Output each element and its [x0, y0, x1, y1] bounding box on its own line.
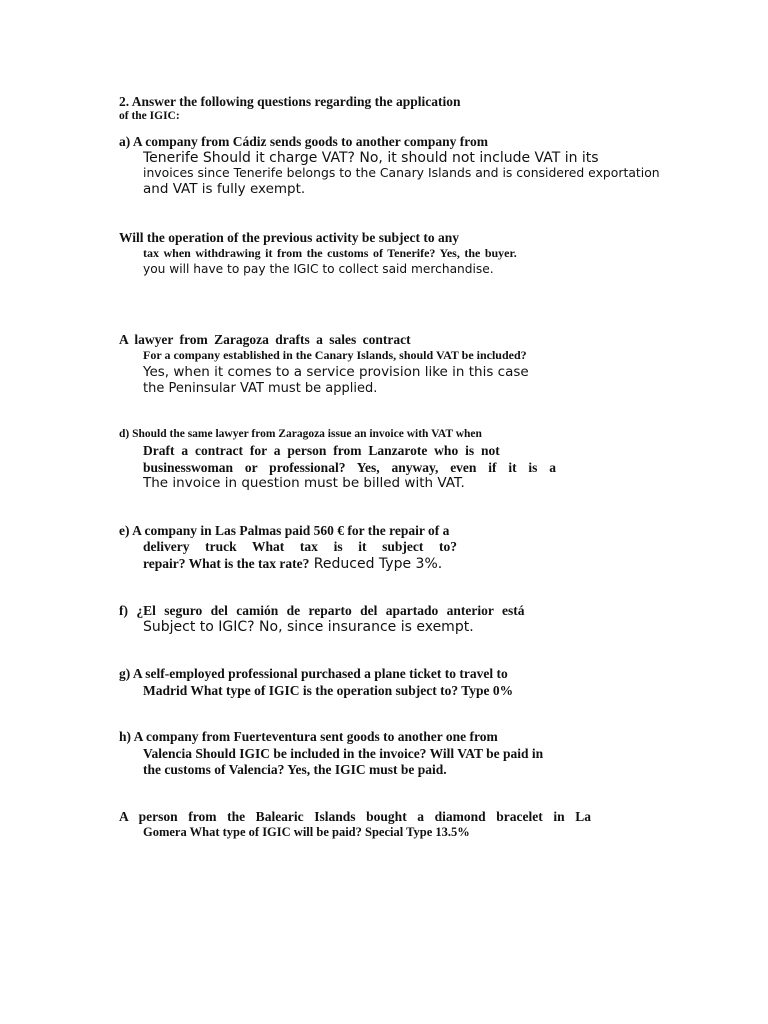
- question-h-continued1: Valencia Should IGIC be included in the invoice? Will VAT be paid in: [143, 746, 544, 761]
- question-h-continued2: the customs of Valencia? Yes, the IGIC must be paid.: [143, 762, 447, 777]
- answer-d: The invoice in question must be billed with VAT.: [143, 475, 465, 491]
- question-e-continued2: [143, 556, 442, 572]
- question-g-continued: Madrid What type of IGIC is the operation subject to? Type 0%: [143, 683, 514, 698]
- answer-b: you will have to pay the IGIC to collect said merchandise.: [143, 262, 494, 276]
- answer-c-line2: the Peninsular VAT must be applied.: [143, 381, 378, 396]
- question-i: A person from the Balearic Islands bought a diamond bracelet in La: [119, 809, 591, 824]
- question-d-continued2: businesswoman or professional? Yes, anyway, even if it is a: [143, 460, 556, 475]
- question-b: Will the operation of the previous activity be subject to any: [119, 230, 459, 245]
- question-e-continued1: delivery truck What tax is it subject to?: [143, 539, 457, 554]
- question-c-continued: For a company established in the Canary Islands, should VAT be included?: [143, 348, 527, 362]
- answer-a-line3: and VAT is fully exempt.: [143, 181, 306, 197]
- question-d-continued1: Draft a contract for a person from Lanzarote who is not: [143, 443, 500, 458]
- answer-c-line1: Yes, when it comes to a service provision like in this case: [143, 364, 529, 380]
- question-i-continued: Gomera What type of IGIC will be paid? Special Type 13.5%: [143, 825, 470, 839]
- question-f: f) ¿El seguro del camión de reparto del apartado anterior está: [119, 603, 525, 618]
- question-g: g) A self-employed professional purchased a plane ticket to travel to: [119, 666, 508, 681]
- answer-f: Subject to IGIC? No, since insurance is exempt.: [143, 619, 474, 635]
- answer-e: Reduced Type 3%.: [309, 556, 443, 572]
- question-d: d) Should the same lawyer from Zaragoza issue an invoice with VAT when: [119, 428, 482, 440]
- answer-a-line2: invoices since Tenerife belongs to the Canary Islands and is considered exportation: [143, 165, 660, 180]
- question-heading-continued: of the IGIC:: [119, 110, 180, 122]
- question-e-rate: repair? What is the tax rate?: [143, 556, 310, 571]
- question-heading: 2. Answer the following questions regarding the application: [119, 94, 461, 109]
- question-c: A lawyer from Zaragoza drafts a sales contract: [119, 332, 411, 347]
- question-e: e) A company in Las Palmas paid 560 € for the repair of a: [119, 523, 450, 538]
- question-b-continued: tax when withdrawing it from the customs of Tenerife? Yes, the buyer.: [143, 246, 517, 260]
- answer-a-line1: Tenerife Should it charge VAT? No, it should not include VAT in its: [143, 150, 599, 166]
- question-h: h) A company from Fuerteventura sent goods to another one from: [119, 729, 498, 744]
- question-a: a) A company from Cádiz sends goods to another company from: [119, 134, 489, 149]
